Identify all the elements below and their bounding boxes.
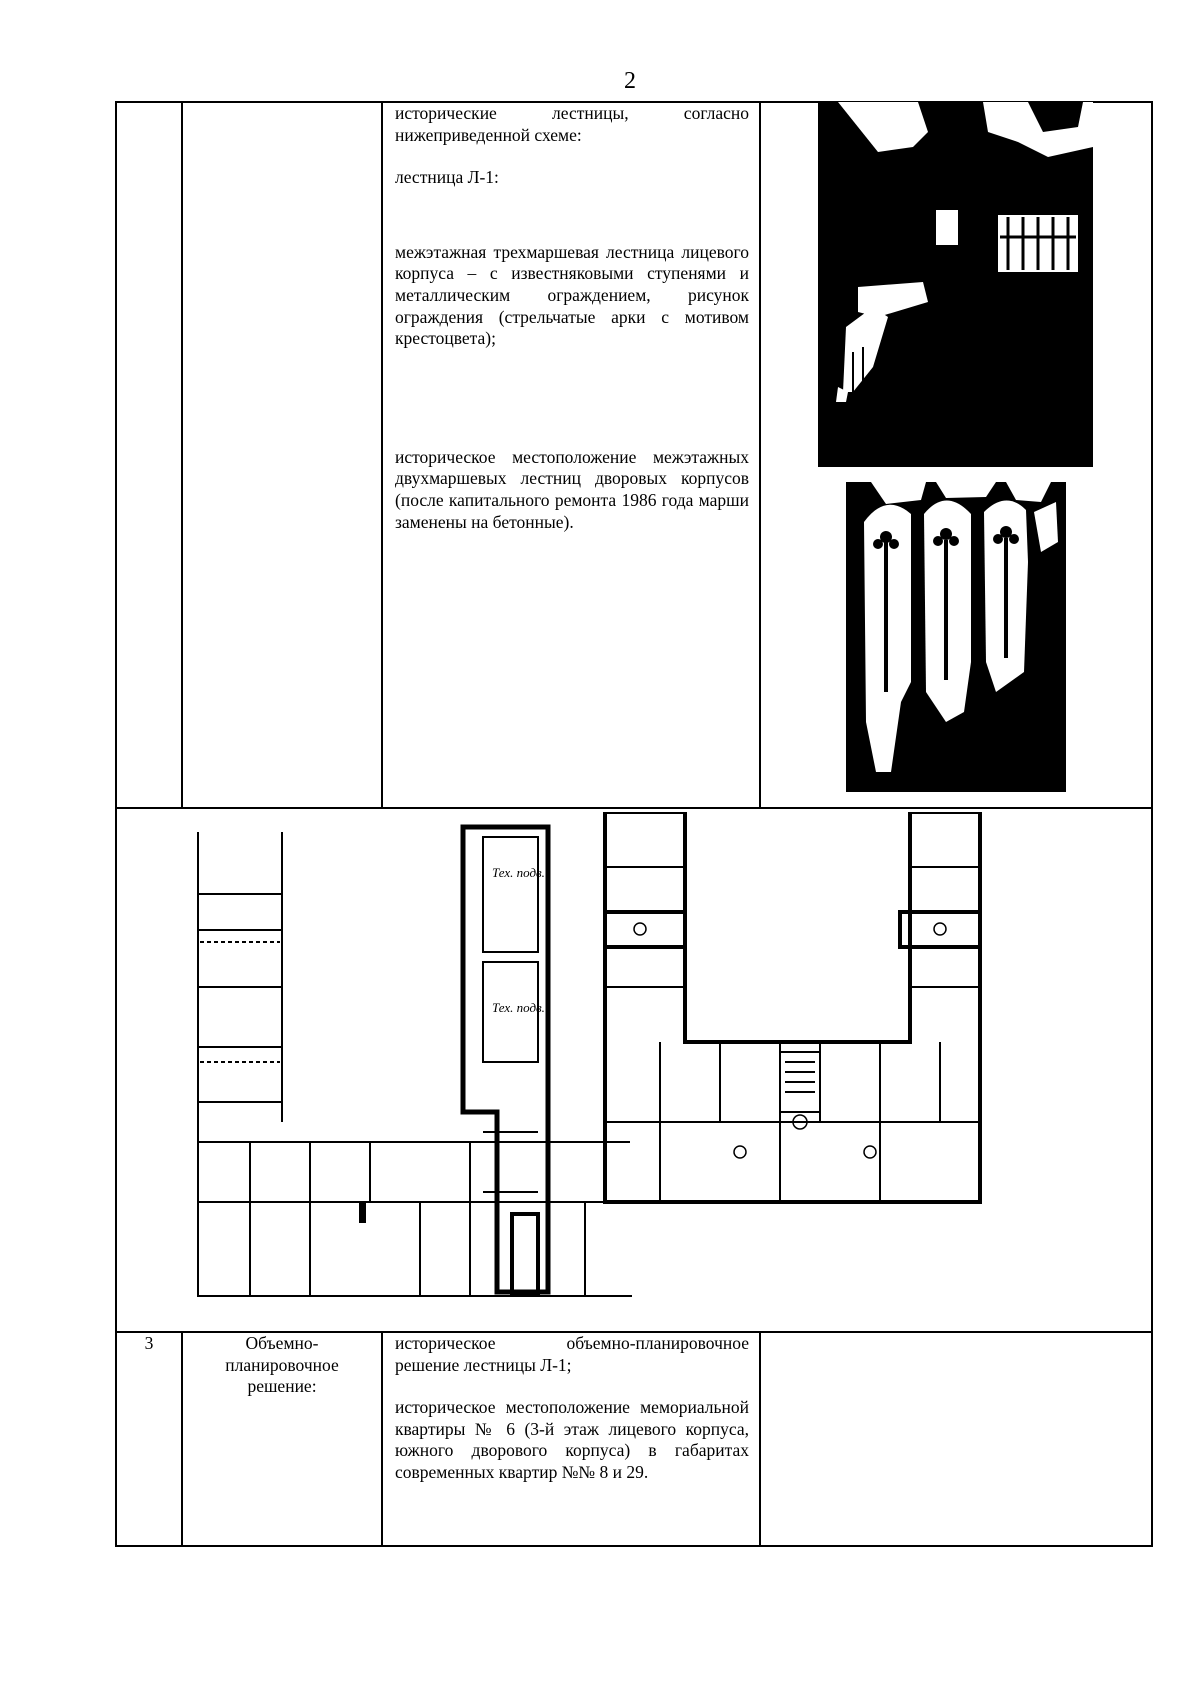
stairs-paragraph: межэтажная трехмаршевая лестница лицевого корпуса – с известняковыми ступенями и металлическим ограждением, рисунок ограждения (стрельчатые арки с мотивом крестоцвета); (395, 241, 749, 349)
basement-plan (198, 832, 632, 1296)
plan-label: Тех. подв. (492, 1000, 545, 1015)
volume-description (395, 1333, 749, 1484)
stairs-paragraph: историческое местоположение межэтажных двухмаршевых лестниц дворовых корпусов (после капитального ремонта 1986 года марши заменены на бетонные). (395, 446, 749, 532)
plan-label: Тех. подв. (492, 865, 545, 880)
stairs-paragraph: лестница Л-1: (395, 167, 499, 188)
row-number: 3 (144, 1333, 154, 1353)
volume-paragraph: историческое местоположение мемориальной квартиры № 6 (3-й этаж лицевого корпуса, южного дворового корпуса) в габаритах современных квартир №№ 8 и 29. (395, 1397, 749, 1482)
basement-east-wing (463, 827, 548, 1292)
floor-plans (180, 812, 1100, 1328)
staircase-photo (818, 102, 1093, 467)
page-number: 2 (624, 68, 636, 94)
railing-photo (846, 482, 1066, 792)
volume-paragraph: историческое объемно-планировочное решение лестницы Л-1; (395, 1333, 749, 1375)
stairs-description (395, 103, 749, 533)
stairs-paragraph: исторические лестницы, согласно нижеприведенной схеме: (395, 103, 749, 145)
upper-floor-plan (605, 812, 980, 1202)
item-name: Объемно-планировочное решение: (225, 1333, 339, 1397)
